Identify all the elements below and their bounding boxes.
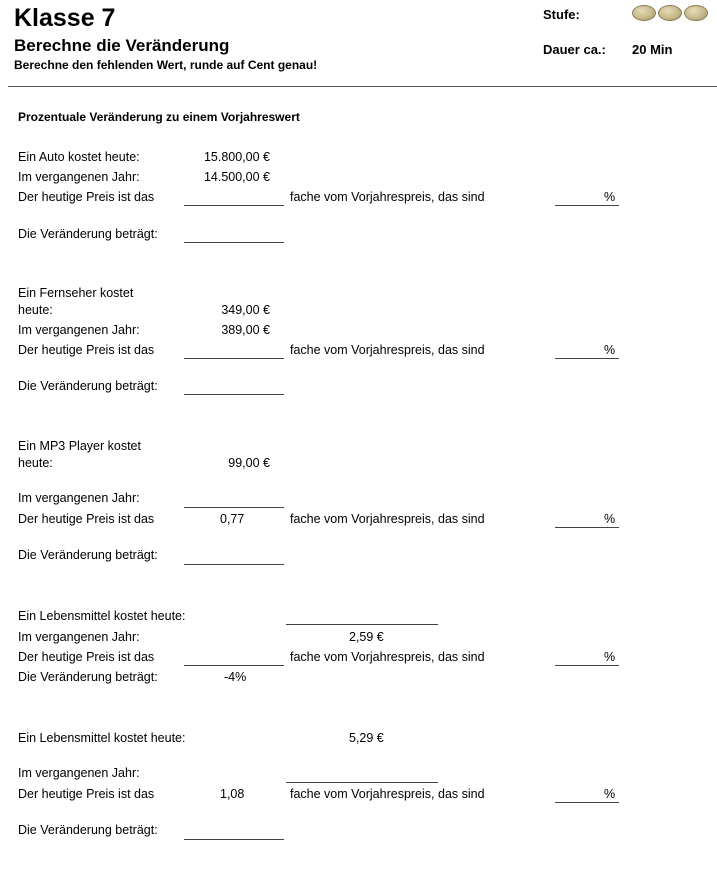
change-blank[interactable]: [184, 839, 284, 840]
percent-blank[interactable]: [555, 665, 619, 666]
change-blank[interactable]: [184, 242, 284, 243]
change-label: Die Veränderung beträgt:: [18, 823, 158, 837]
change-label: Die Veränderung beträgt:: [18, 548, 158, 562]
factor-value: 1,08: [220, 787, 245, 801]
factor-prefix: Der heutige Preis ist das: [18, 512, 155, 526]
section-title: Prozentuale Veränderung zu einem Vorjahreswert: [18, 110, 300, 124]
price-today: 5,29 €: [349, 731, 384, 745]
factor-prefix: Der heutige Preis ist das: [18, 190, 155, 204]
coin-icon: [658, 5, 682, 21]
price-today: 99,00 €: [228, 456, 270, 470]
price-last-year: 14.500,00 €: [203, 170, 270, 184]
last-year-label: Im vergangenen Jahr:: [18, 630, 140, 644]
change-blank[interactable]: [184, 564, 284, 565]
change-value: -4%: [224, 670, 247, 684]
price-today: 349,00 €: [221, 303, 270, 317]
percent-sign: %: [604, 650, 616, 664]
factor-blank[interactable]: [184, 358, 284, 359]
percent-sign: %: [604, 512, 616, 526]
factor-suffix: fache vom Vorjahrespreis, das sind: [290, 650, 485, 664]
factor-suffix: fache vom Vorjahrespreis, das sind: [290, 343, 485, 357]
item-label: Ein MP3 Player kostet: [18, 439, 141, 453]
factor-suffix: fache vom Vorjahrespreis, das sind: [290, 787, 485, 801]
factor-prefix: Der heutige Preis ist das: [18, 650, 155, 664]
coin-icon: [632, 5, 656, 21]
level-label: Stufe:: [543, 7, 580, 22]
price-last-year: 2,59 €: [349, 630, 384, 644]
factor-suffix: fache vom Vorjahrespreis, das sind: [290, 190, 485, 204]
percent-blank[interactable]: [555, 205, 619, 206]
header-divider: [8, 86, 717, 87]
last-year-label: Im vergangenen Jahr:: [18, 170, 140, 184]
change-blank[interactable]: [184, 394, 284, 395]
last-year-label: Im vergangenen Jahr:: [18, 766, 140, 780]
last-year-blank[interactable]: [286, 782, 438, 783]
item-label: Ein Lebensmittel kostet heute:: [18, 609, 186, 623]
change-label: Die Veränderung beträgt:: [18, 379, 158, 393]
change-label: Die Veränderung beträgt:: [18, 227, 158, 241]
page-title: Klasse 7: [14, 4, 116, 32]
page-subtitle: Berechne die Veränderung: [14, 36, 230, 55]
duration-label: Dauer ca.:: [543, 42, 606, 57]
price-today: 15.800,00 €: [203, 150, 270, 164]
price-today-blank[interactable]: [286, 624, 438, 625]
factor-prefix: Der heutige Preis ist das: [18, 343, 155, 357]
item-label: Ein Auto kostet heute:: [18, 150, 140, 164]
factor-suffix: fache vom Vorjahrespreis, das sind: [290, 512, 485, 526]
factor-prefix: Der heutige Preis ist das: [18, 787, 155, 801]
item-label-cont: heute:: [18, 303, 53, 317]
percent-sign: %: [604, 787, 616, 801]
percent-sign: %: [604, 343, 616, 357]
factor-blank[interactable]: [184, 205, 284, 206]
item-label-cont: heute:: [18, 456, 53, 470]
percent-blank[interactable]: [555, 802, 619, 803]
factor-blank[interactable]: [184, 665, 284, 666]
percent-blank[interactable]: [555, 358, 619, 359]
duration-value: 20 Min: [632, 42, 673, 57]
instruction-text: Berechne den fehlenden Wert, runde auf Cent genau!: [14, 58, 318, 72]
percent-blank[interactable]: [555, 527, 619, 528]
item-label: Ein Lebensmittel kostet heute:: [18, 731, 186, 745]
item-label: Ein Fernseher kostet: [18, 286, 134, 300]
level-indicator: [632, 2, 708, 22]
factor-value: 0,77: [220, 512, 245, 526]
last-year-blank[interactable]: [184, 507, 284, 508]
last-year-label: Im vergangenen Jahr:: [18, 491, 140, 505]
coin-icon: [684, 5, 708, 21]
percent-sign: %: [604, 190, 616, 204]
price-last-year: 389,00 €: [221, 323, 270, 337]
change-label: Die Veränderung beträgt:: [18, 670, 158, 684]
last-year-label: Im vergangenen Jahr:: [18, 323, 140, 337]
